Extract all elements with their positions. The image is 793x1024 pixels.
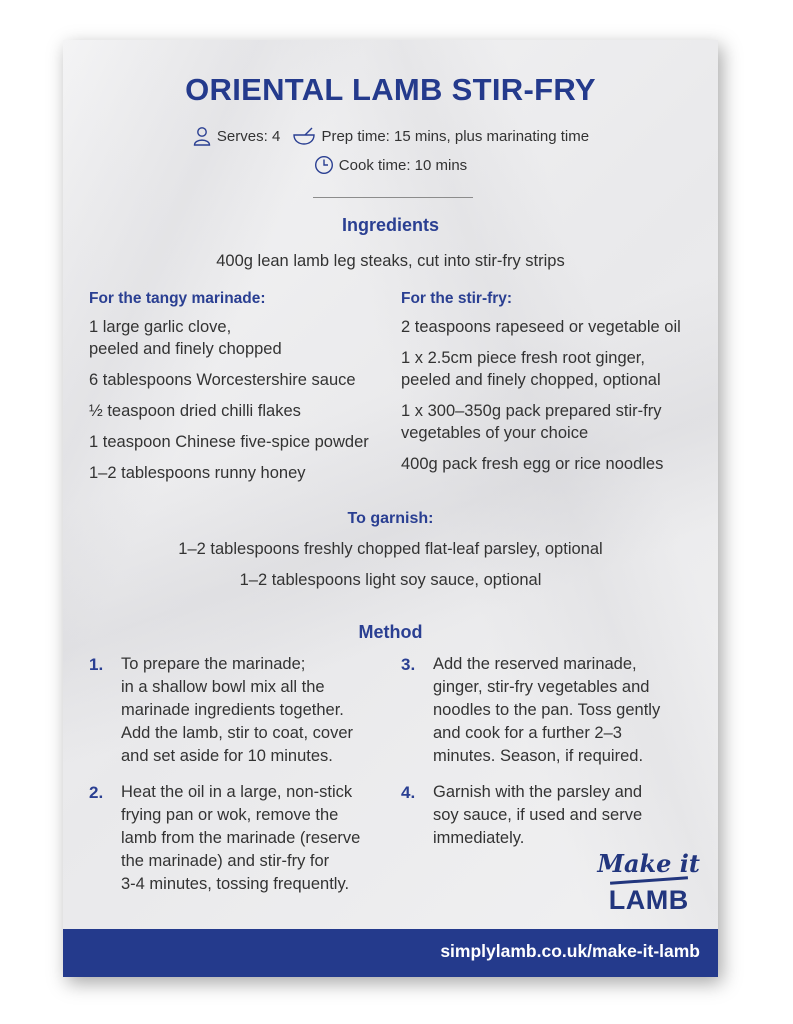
footer-url[interactable]: simplylamb.co.uk/make-it-lamb xyxy=(440,941,700,961)
marinade-item: 6 tablespoons Worcestershire sauce xyxy=(89,371,356,389)
step-number: 1. xyxy=(89,655,104,674)
cook-time-text: Cook time: 10 mins xyxy=(338,156,468,174)
footer-bar xyxy=(63,929,718,977)
recipe-title: ORIENTAL LAMB STIR-FRY xyxy=(185,72,596,107)
step-line: 3-4 minutes, tossing frequently. xyxy=(121,875,350,893)
method-column-left xyxy=(89,653,399,909)
step-line: To prepare the marinade; xyxy=(121,655,306,673)
step-line: minutes. Season, if required. xyxy=(433,747,644,765)
marinade-item: ½ teaspoon dried chilli flakes xyxy=(89,402,301,420)
step-number: 2. xyxy=(89,783,104,802)
step-line: and cook for a further 2–3 xyxy=(433,724,622,742)
main-ingredient: 400g lean lamb leg steaks, cut into stir-fry strips xyxy=(216,252,565,270)
step-line: immediately. xyxy=(433,829,525,847)
stirfry-item-line: peeled and finely chopped, optional xyxy=(401,371,661,389)
stirfry-item-line: vegetables of your choice xyxy=(401,424,589,442)
step-line: frying pan or wok, remove the xyxy=(121,806,339,824)
garnish-heading: To garnish: xyxy=(347,510,434,527)
step-line: in a shallow bowl mix all the xyxy=(121,678,325,696)
person-icon xyxy=(192,126,212,146)
step-text xyxy=(433,653,660,768)
step-line: Add the reserved marinade, xyxy=(433,655,637,673)
step-line: Add the lamb, stir to coat, cover xyxy=(121,724,354,742)
stirfry-item: 400g pack fresh egg or rice noodles xyxy=(401,455,664,473)
logo-lamb: LAMB xyxy=(608,885,689,915)
recipe-card xyxy=(63,40,718,977)
step-number: 3. xyxy=(401,655,416,674)
bowl-icon xyxy=(292,126,316,146)
stirfry-item-line: 1 x 300–350g pack prepared stir-fry xyxy=(401,402,662,420)
ingredients-heading: Ingredients xyxy=(341,215,439,235)
step-line: the marinade) and stir-fry for xyxy=(121,852,330,870)
cook-time-info xyxy=(314,155,467,175)
method-heading: Method xyxy=(358,622,423,642)
stirfry-item-line: 1 x 2.5cm piece fresh root ginger, xyxy=(401,349,645,367)
prep-time-info xyxy=(292,126,589,146)
step-line: soy sauce, if used and serve xyxy=(433,806,643,824)
method-step xyxy=(89,653,399,768)
step-line: Heat the oil in a large, non-stick xyxy=(121,783,353,801)
step-text xyxy=(433,781,642,850)
stirfry-item: 2 teaspoons rapeseed or vegetable oil xyxy=(401,318,681,336)
serves-text: Serves: 4 xyxy=(216,127,281,145)
marinade-item: 1–2 tablespoons runny honey xyxy=(89,464,306,482)
cook-time-row xyxy=(63,155,718,179)
stirfry-item xyxy=(401,347,711,391)
logo-make-it: Make it xyxy=(597,849,700,878)
step-line: ginger, stir-fry vegetables and xyxy=(433,678,650,696)
marinade-item-line: peeled and finely chopped xyxy=(89,340,282,358)
prep-time-text: Prep time: 15 mins, plus marinating time xyxy=(321,127,590,145)
step-line: marinade ingredients together. xyxy=(121,701,344,719)
divider xyxy=(313,197,473,198)
step-line: Garnish with the parsley and xyxy=(433,783,643,801)
method-step xyxy=(89,781,399,896)
marinade-item: 1 teaspoon Chinese five-spice powder xyxy=(89,433,369,451)
stirfry-item xyxy=(401,400,711,444)
marinade-item-line: 1 large garlic clove, xyxy=(89,318,232,336)
step-text xyxy=(121,781,360,896)
method-column-right xyxy=(401,653,711,863)
method-step xyxy=(401,781,711,850)
garnish-item: 1–2 tablespoons freshly chopped flat-leaf parsley, optional xyxy=(178,540,603,558)
marinade-heading: For the tangy marinade: xyxy=(89,290,266,307)
method-step xyxy=(401,653,711,768)
step-line: noodles to the pan. Toss gently xyxy=(433,701,661,719)
marinade-item xyxy=(89,316,409,360)
recipe-meta-row xyxy=(63,126,718,150)
step-line: lamb from the marinade (reserve xyxy=(121,829,361,847)
serves-info xyxy=(192,126,280,146)
step-line: and set aside for 10 minutes. xyxy=(121,747,333,765)
step-text xyxy=(121,653,353,768)
stirfry-column xyxy=(401,290,711,484)
make-it-lamb-logo xyxy=(597,851,700,915)
clock-icon xyxy=(314,155,334,175)
marinade-column xyxy=(89,290,409,493)
stirfry-heading: For the stir-fry: xyxy=(401,290,513,307)
garnish-item: 1–2 tablespoons light soy sauce, optional xyxy=(239,571,542,589)
step-number: 4. xyxy=(401,783,416,802)
